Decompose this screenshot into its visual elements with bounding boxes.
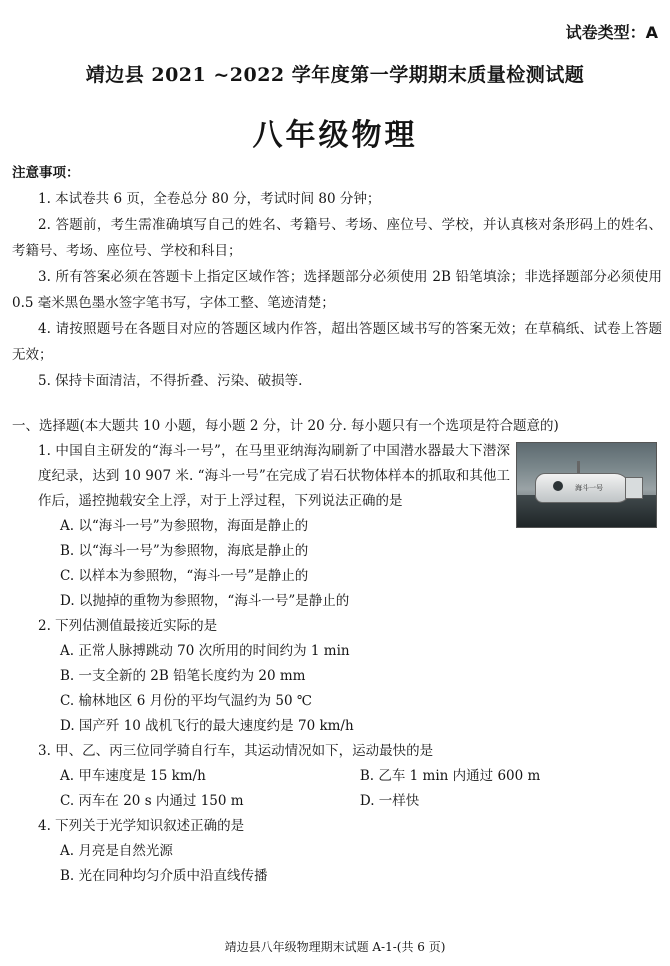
question-stem: 1. 中国自主研发的“海斗一号”，在马里亚纳海沟刷新了中国潜水器最大下潜深度纪录，达到 10 907 米. “海斗一号”在完成了岩石状物体样本的抓取和其他工作后，遥控抛载安全上浮，对于上浮过程，下列说法正确的是 xyxy=(38,443,510,509)
question-stem: 2. 下列估测值最接近实际的是 xyxy=(38,618,218,634)
submersible-window xyxy=(553,481,563,491)
option-c: C. 以样本为参照物，“海斗一号”是静止的 xyxy=(60,568,309,584)
notice-item: 2. 答题前，考生需准确填写自己的姓名、考籍号、考场、座位号、学校，并认真核对条形码上的姓名、考籍号、考场、座位号、学校和科目； xyxy=(12,217,662,259)
option-a: A. 正常人脉搏跳动 70 次所用的时间约为 1 min xyxy=(60,643,350,659)
notice-item: 1. 本试卷共 6 页，全卷总分 80 分，考试时间 80 分钟； xyxy=(38,191,381,207)
notice-heading: 注意事项： xyxy=(12,165,80,181)
notice-block xyxy=(12,160,662,394)
notice-item: 4. 请按照题号在各题目对应的答题区域内作答，超出答题区域书写的答案无效；在草稿纸、试卷上答题无效； xyxy=(12,321,662,363)
submersible-photo xyxy=(516,442,657,528)
notice-item: 5. 保持卡面清洁，不得折叠、污染、破损等. xyxy=(38,373,303,389)
option-row xyxy=(12,789,662,814)
exam-title: 靖边县 2021 ~2022 学年度第一学期期末质量检测试题 xyxy=(85,64,585,86)
option-c: C. 丙车在 20 s 内通过 150 m xyxy=(60,793,244,809)
option-c: C. 榆林地区 6 月份的平均气温约为 50 ℃ xyxy=(60,693,312,709)
option-b: B. 光在同种均匀介质中沿直线传播 xyxy=(60,868,268,884)
question-stem: 4. 下列关于光学知识叙述正确的是 xyxy=(38,818,245,834)
notice-item: 3. 所有答案必须在答题卡上指定区域作答；选择题部分必须使用 2B 铅笔填涂；非选择题部分必须使用 0.5 毫米黑色墨水签字笔书写，字体工整、笔迹清楚； xyxy=(12,269,662,311)
option-a: A. 以“海斗一号”为参照物，海面是静止的 xyxy=(60,518,309,534)
subject-title: 八年级物理 xyxy=(252,118,418,153)
option-b: B. 以“海斗一号”为参照物，海底是静止的 xyxy=(60,543,309,559)
option-row xyxy=(12,764,662,789)
option-a: A. 甲车速度是 15 km/h xyxy=(60,768,206,784)
question-4 xyxy=(12,814,662,889)
submersible-label: 海斗一号 xyxy=(575,484,603,492)
paper-type-tag: 试卷类型：A xyxy=(565,23,658,42)
option-d: D. 以抛掉的重物为参照物，“海斗一号”是静止的 xyxy=(60,593,350,609)
question-3 xyxy=(12,739,662,814)
question-stem: 3. 甲、乙、丙三位同学骑自行车，其运动情况如下，运动最快的是 xyxy=(38,743,434,759)
option-d: D. 一样快 xyxy=(359,793,420,809)
option-a: A. 月亮是自然光源 xyxy=(60,843,173,859)
option-d: D. 国产歼 10 战机飞行的最大速度约是 70 km/h xyxy=(60,718,354,734)
page-footer: 靖边县八年级物理期末试题 A-1-(共 6 页) xyxy=(224,940,446,954)
section-title: 一、选择题(本大题共 10 小题，每小题 2 分，计 20 分. 每小题只有一个选项是符合题意的) xyxy=(12,418,559,434)
question-2 xyxy=(12,614,662,739)
option-b: B. 一支全新的 2B 铅笔长度约为 20 mm xyxy=(60,668,306,684)
submersible-tail xyxy=(625,477,643,499)
option-b: B. 乙车 1 min 内通过 600 m xyxy=(359,768,541,784)
